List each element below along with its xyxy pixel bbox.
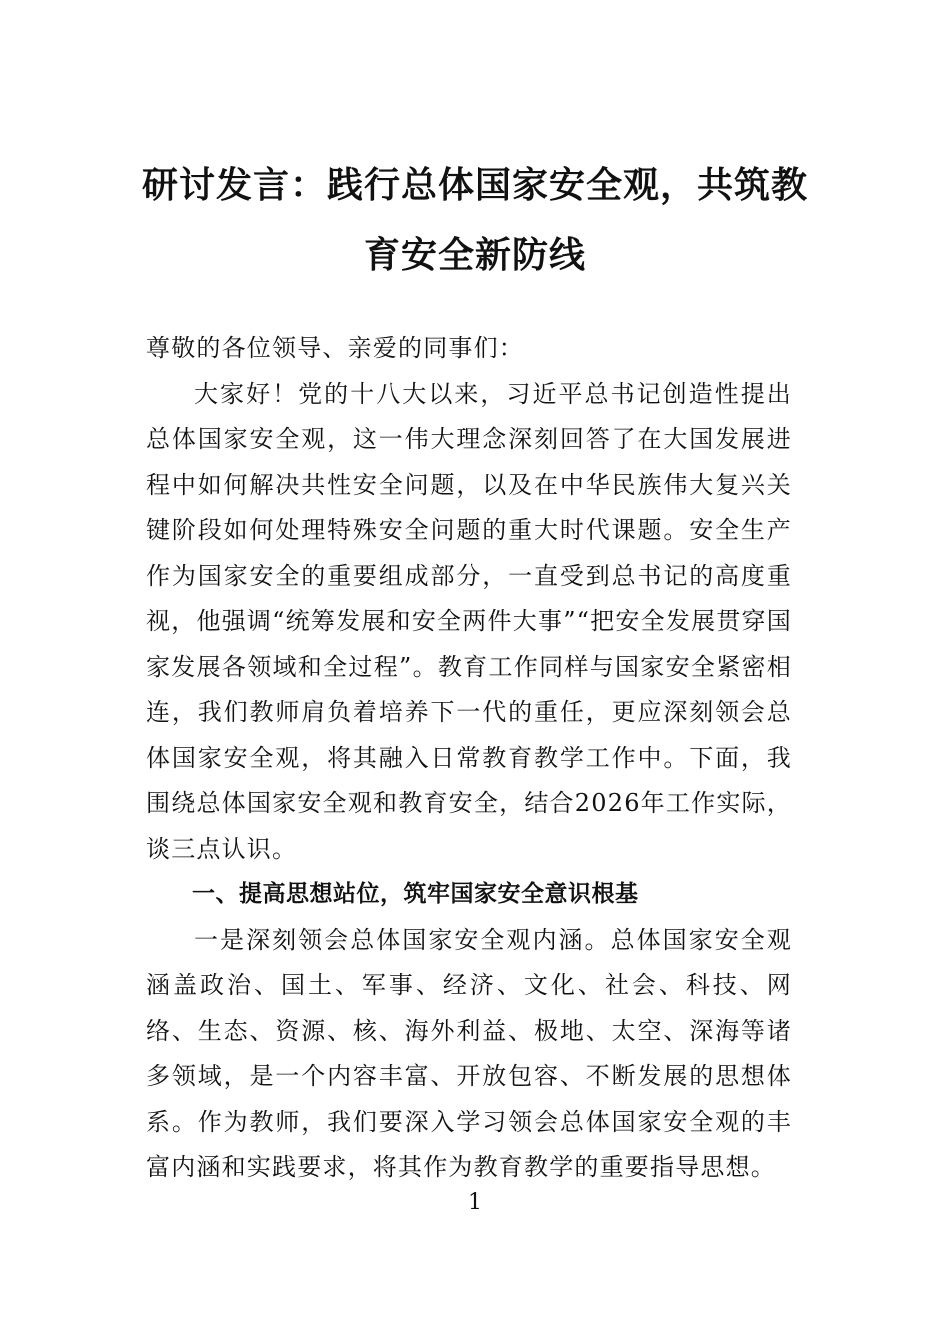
section-heading: 一、提高思想站位，筑牢国家安全意识根基 — [192, 881, 639, 907]
body-paragraph: 大家好！党的十八大以来，习近平总书记创造性提出总体国家安全观，这一伟大理念深刻回答了在大国发展进程中如何解决共性安全问题，以及在中华民族伟大复兴关键阶段如何处理特殊安全问题的重大时代课题。安全生产作为国家安全的重要组成部分，一直受到总书记的高度重视，他强调“统筹发展和安全两件大事”“把安全发展贯穿国家发展各领域和全过程”。教育工作同样与国家安全紧密相连，我们教师肩负着培养下一代的重任，更应深刻领会总体国家安全观，将其融入日常教育教学工作中。下面，我围绕总体国家安全观和教育安全，结合2026年工作实际，谈三点认识。 — [146, 379, 792, 863]
section-paragraph: 一是深刻领会总体国家安全观内涵。总体国家安全观涵盖政治、国土、军事、经济、文化、社会、科技、网络、生态、资源、核、海外利益、极地、太空、深海等诸多领域，是一个内容丰富、开放包容、不断发展的思想体系。作为教师，我们要深入学习领会总体国家安全观的丰富内涵和实践要求，将其作为教育教学的重要指导思想。 — [146, 925, 792, 1181]
page-number: 1 — [468, 1190, 482, 1215]
document-body — [146, 326, 792, 1191]
salutation: 尊敬的各位领导、亲爱的同事们： — [146, 334, 524, 362]
document-title: 研讨发言：践行总体国家安全观，共筑教育安全新防线 — [141, 164, 808, 276]
